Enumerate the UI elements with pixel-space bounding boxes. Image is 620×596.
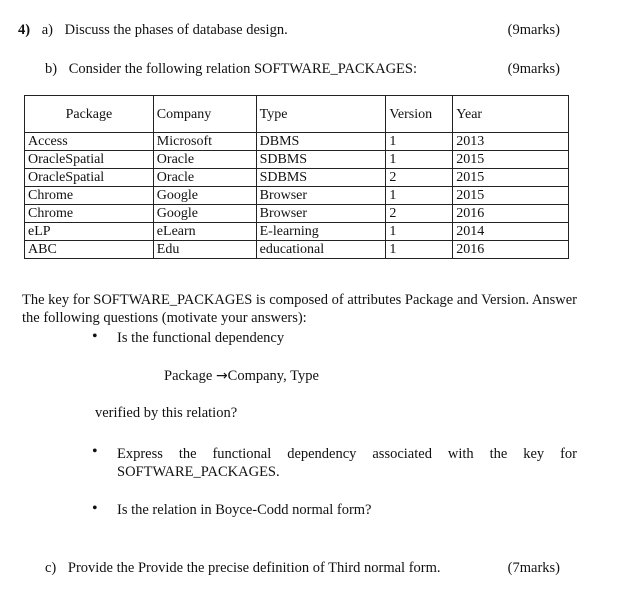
header-type: Type: [256, 96, 386, 133]
verified-text: verified by this relation?: [95, 405, 238, 421]
cell-version: 1: [386, 241, 453, 259]
cell-package: ABC: [25, 241, 154, 259]
bullet-2-text: Express the functional dependency associated with the key for SOFTWARE_PACKAGES.: [117, 446, 577, 480]
bullet-glyph: •: [92, 328, 98, 345]
part-b-text: Consider the following relation SOFTWARE_PACKAGES:: [68, 61, 417, 77]
cell-type: SDBMS: [256, 169, 386, 187]
cell-company: Google: [153, 187, 256, 205]
part-b-letter: b): [45, 61, 58, 77]
cell-package: Chrome: [25, 187, 154, 205]
table-row: [25, 205, 569, 223]
part-b-line: [45, 61, 417, 78]
cell-version: 2: [386, 169, 453, 187]
header-version: Version: [386, 96, 453, 133]
cell-year: 2016: [453, 205, 569, 223]
cell-version: 1: [386, 187, 453, 205]
table-row: [25, 133, 569, 151]
table-row: [25, 187, 569, 205]
header-package: Package: [25, 96, 154, 133]
bullet-glyph: •: [92, 443, 98, 460]
part-c-letter: c): [45, 560, 57, 576]
cell-year: 2015: [453, 187, 569, 205]
cell-version: 1: [386, 223, 453, 241]
cell-company: Microsoft: [153, 133, 256, 151]
part-c-line: [45, 560, 441, 577]
cell-package: Access: [25, 133, 154, 151]
cell-type: DBMS: [256, 133, 386, 151]
functional-dependency: [164, 368, 319, 385]
part-a-marks: (9marks): [507, 22, 560, 38]
table-row: [25, 151, 569, 169]
cell-package: OracleSpatial: [25, 169, 154, 187]
cell-type: educational: [256, 241, 386, 259]
cell-company: Edu: [153, 241, 256, 259]
table-row: [25, 223, 569, 241]
part-c-text: Provide the Provide the precise definition of Third normal form.: [67, 560, 441, 576]
cell-type: E-learning: [256, 223, 386, 241]
part-a-letter: a): [41, 22, 53, 38]
table-row: [25, 169, 569, 187]
cell-type: Browser: [256, 205, 386, 223]
cell-year: 2015: [453, 169, 569, 187]
cell-company: Oracle: [153, 169, 256, 187]
part-a-text: Discuss the phases of database design.: [64, 22, 288, 38]
cell-version: 2: [386, 205, 453, 223]
cell-year: 2014: [453, 223, 569, 241]
header-year: Year: [453, 96, 569, 133]
software-packages-table: [24, 95, 569, 259]
cell-year: 2015: [453, 151, 569, 169]
part-b-marks: (9marks): [507, 61, 560, 77]
question-a-line: [18, 22, 288, 39]
right-arrow-icon: →: [215, 368, 228, 384]
bullet-1-text: Is the functional dependency: [117, 330, 285, 346]
cell-type: Browser: [256, 187, 386, 205]
cell-package: Chrome: [25, 205, 154, 223]
cell-package: eLP: [25, 223, 154, 241]
cell-type: SDBMS: [256, 151, 386, 169]
cell-year: 2013: [453, 133, 569, 151]
table-row: [25, 241, 569, 259]
bullet-glyph: •: [92, 500, 98, 517]
cell-company: Google: [153, 205, 256, 223]
question-number: 4): [18, 22, 31, 38]
part-c-marks: (7marks): [507, 560, 560, 576]
cell-package: OracleSpatial: [25, 151, 154, 169]
header-company: Company: [153, 96, 256, 133]
cell-year: 2016: [453, 241, 569, 259]
fd-left: Package: [164, 368, 213, 384]
cell-version: 1: [386, 151, 453, 169]
cell-company: eLearn: [153, 223, 256, 241]
table-header-row: [25, 96, 569, 133]
bullet-3-text: Is the relation in Boyce-Codd normal form?: [117, 502, 372, 518]
cell-company: Oracle: [153, 151, 256, 169]
fd-right: Company, Type: [227, 368, 319, 384]
cell-version: 1: [386, 133, 453, 151]
key-paragraph: The key for SOFTWARE_PACKAGES is composed of attributes Package and Version. Answer the following questions (motivate your answers):: [22, 292, 577, 326]
